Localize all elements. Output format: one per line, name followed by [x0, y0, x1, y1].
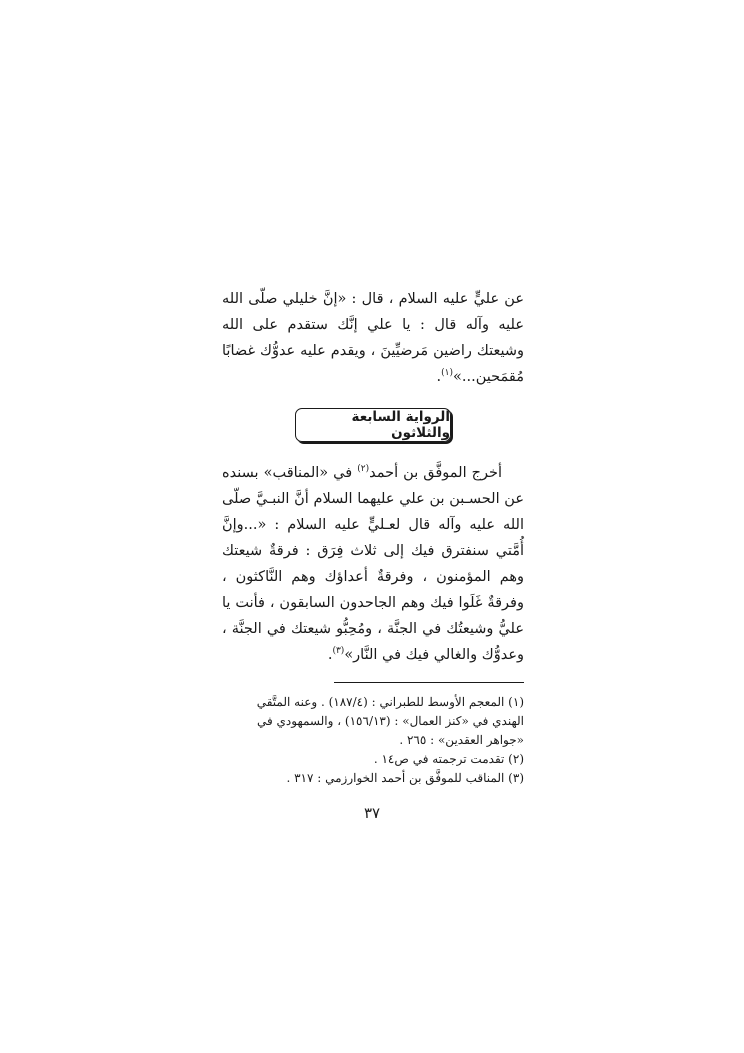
- narration-end: .: [327, 647, 333, 663]
- footnote-3: (٣) المناقب للموفَّق بن أحمد الخوارزمي : ٣١٧ .: [286, 771, 524, 785]
- footnote-divider: [334, 682, 524, 683]
- narration-text-1: أخرج الموفَّق بن أحمد: [369, 465, 503, 481]
- section-heading: [295, 408, 451, 442]
- intro-end: .: [436, 369, 442, 385]
- page-number: ٣٧: [363, 804, 381, 822]
- footnote-ref-2[interactable]: (٢): [357, 464, 370, 475]
- intro-paragraph: [222, 286, 524, 390]
- intro-text: عن عليٍّ عليه السلام ، قال : «إنَّ خليلي صلّى الله عليه وآله قال : يا علي إنَّك ستقدم على الله وشيعتك راضين مَرضيِّينَ ، ويقدم عليه عدوُّك غضابًا مُقمَحين...»: [222, 291, 524, 385]
- section-heading-label: الرواية السابعة والثلاثون: [351, 409, 450, 441]
- footnote-ref-3[interactable]: (٣): [332, 646, 345, 657]
- footnotes: [222, 693, 524, 788]
- footnote-1: (١) المعجم الأوسط للطبراني : (١٨٧/٤) . وعنه المتَّقي الهندي في «كنز العمال» : (١٥٦/١٣) ، والسمهودي في «جواهر العقدين» : ٢٦٥ .: [256, 695, 524, 747]
- narration-text-2: في «المناقب» بسنده عن الحسـبن بن علي عليهما السلام أنَّ النبـيَّ صلّى الله عليه وآله قال لعـليٍّ عليه السلام : «...وإنَّ أُمَّتي سنفترق فيك إلى ثلاث فِرَق : فرقةٌ شيعتك وهم المؤمنون ، وفرقةٌ أعداؤك وهم النَّاكثون ، وفرقةٌ غَلَوا فيك وهم الجاحدون السابقون ، فأنت يا عليُّ وشيعتُك في الجنَّة ، ومُحِبُّو شيعتك في الجنَّة ، وعدوُّك والغالي فيك في النَّار»: [222, 465, 524, 663]
- footnote-2: (٢) تقدمت ترجمته في ص١٤ .: [373, 752, 524, 766]
- footnote-ref-1[interactable]: (١): [441, 368, 454, 379]
- narration-paragraph: [222, 460, 524, 668]
- page-content: [222, 286, 524, 788]
